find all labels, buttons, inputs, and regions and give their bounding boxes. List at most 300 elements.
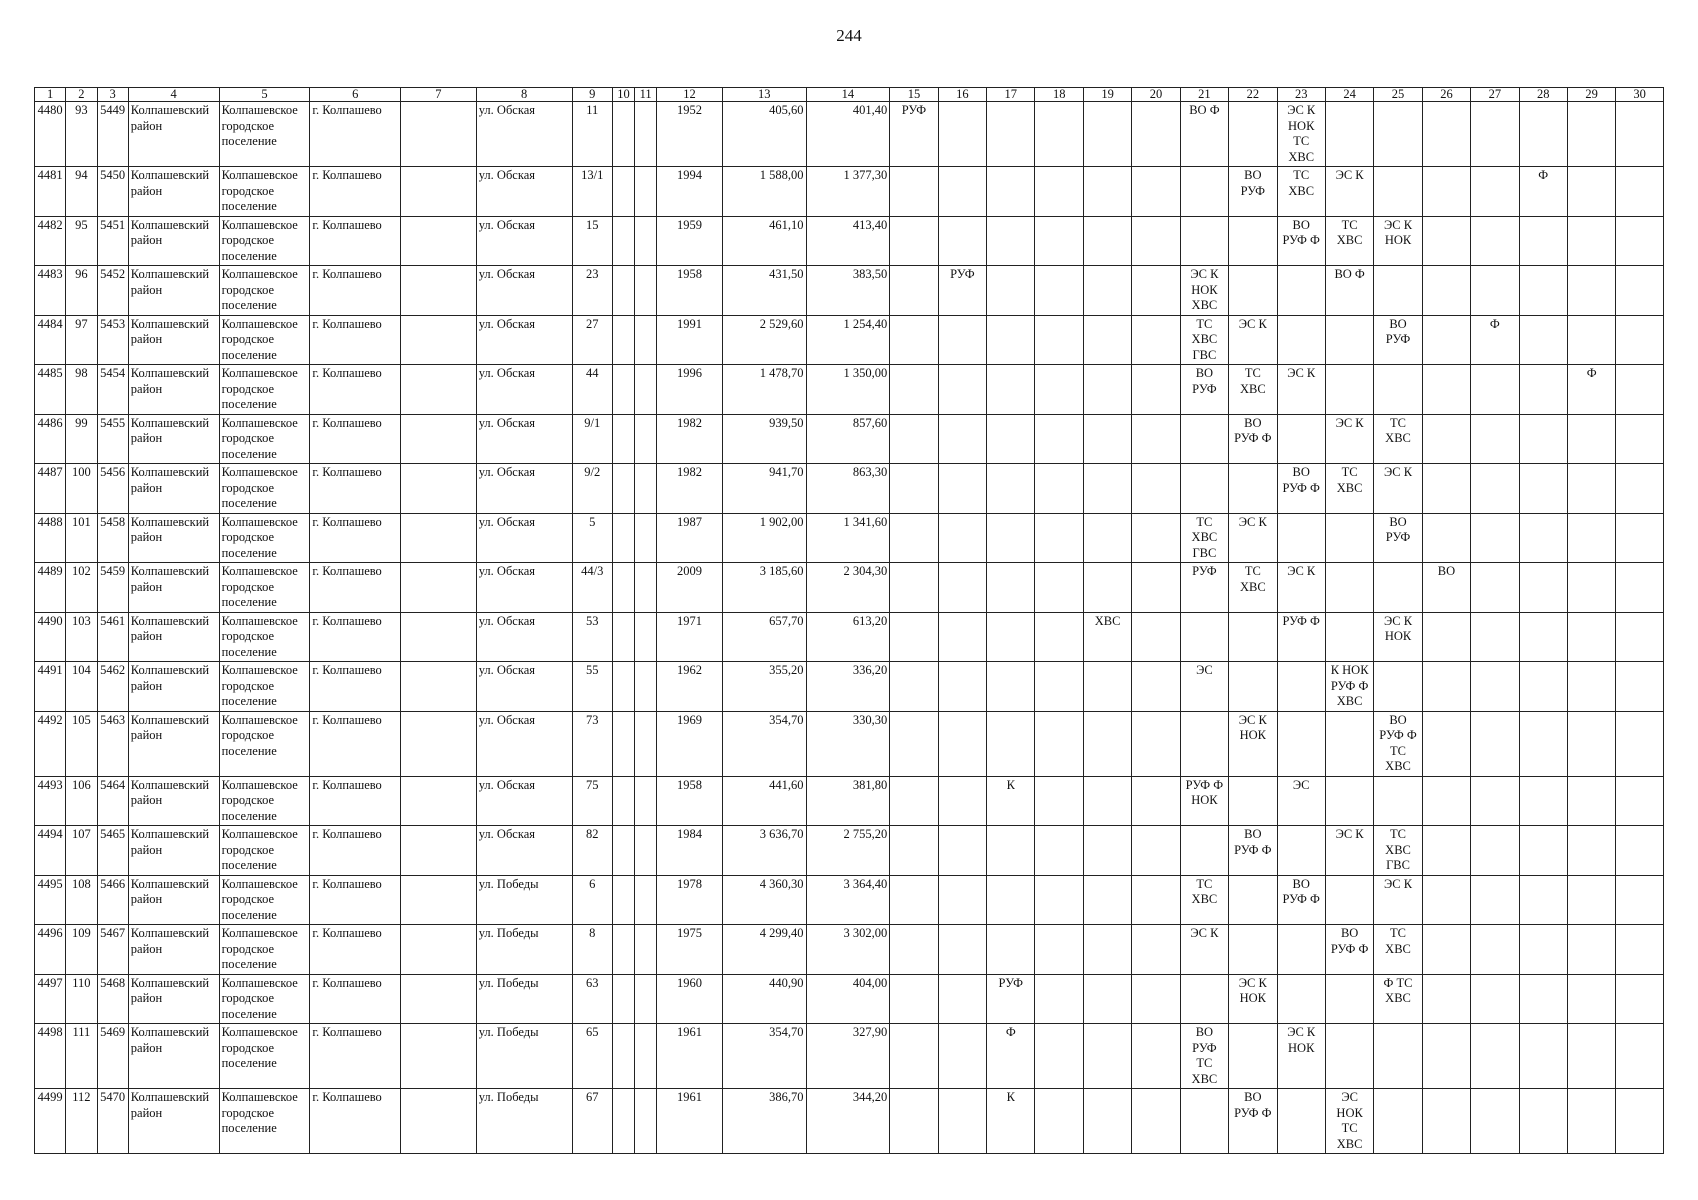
table-cell bbox=[1083, 662, 1131, 712]
column-header: 17 bbox=[987, 88, 1035, 102]
table-row bbox=[35, 776, 1664, 826]
table-row bbox=[35, 1089, 1664, 1154]
table-cell: 1978 bbox=[657, 875, 723, 925]
table-cell bbox=[1132, 875, 1180, 925]
table-cell: ул. Победы bbox=[476, 974, 572, 1024]
table-cell: 1 377,30 bbox=[806, 167, 890, 217]
table-cell: 9/1 bbox=[572, 414, 612, 464]
table-cell bbox=[1567, 563, 1615, 613]
table-cell: 8 bbox=[572, 925, 612, 975]
table-cell bbox=[1277, 315, 1325, 365]
table-cell bbox=[401, 875, 477, 925]
table-cell bbox=[938, 974, 986, 1024]
table-cell bbox=[1083, 875, 1131, 925]
table-cell: 857,60 bbox=[806, 414, 890, 464]
table-row bbox=[35, 662, 1664, 712]
table-cell bbox=[612, 414, 634, 464]
table-cell bbox=[635, 612, 657, 662]
table-cell bbox=[1035, 875, 1083, 925]
table-cell bbox=[1035, 513, 1083, 563]
table-cell: 5469 bbox=[97, 1024, 128, 1089]
table-row bbox=[35, 875, 1664, 925]
table-cell bbox=[635, 711, 657, 776]
table-cell: ТС ХВС ГВС bbox=[1374, 826, 1422, 876]
table-cell: г. Колпашево bbox=[310, 662, 401, 712]
housing-registry-table bbox=[34, 87, 1664, 1154]
table-cell: 5458 bbox=[97, 513, 128, 563]
column-header: 13 bbox=[722, 88, 806, 102]
table-cell bbox=[1325, 1024, 1373, 1089]
table-cell bbox=[1616, 711, 1664, 776]
table-cell bbox=[938, 563, 986, 613]
table-cell bbox=[1471, 1024, 1519, 1089]
table-cell: ВО РУФ Ф bbox=[1229, 826, 1277, 876]
table-cell bbox=[1471, 365, 1519, 415]
table-cell: Колпашевский район bbox=[128, 414, 219, 464]
table-cell: 386,70 bbox=[722, 1089, 806, 1154]
table-cell bbox=[1519, 826, 1567, 876]
table-cell: 1971 bbox=[657, 612, 723, 662]
table-cell bbox=[401, 365, 477, 415]
table-cell bbox=[987, 464, 1035, 514]
table-cell bbox=[987, 216, 1035, 266]
table-cell: 3 185,60 bbox=[722, 563, 806, 613]
table-cell: ул. Обская bbox=[476, 102, 572, 167]
table-cell bbox=[1325, 315, 1373, 365]
table-cell: ТС ХВС bbox=[1374, 414, 1422, 464]
table-cell bbox=[938, 711, 986, 776]
table-cell: 1991 bbox=[657, 315, 723, 365]
table-cell: 330,30 bbox=[806, 711, 890, 776]
table-cell: ЭС К НОК bbox=[1277, 1024, 1325, 1089]
table-cell bbox=[401, 776, 477, 826]
table-cell: 3 636,70 bbox=[722, 826, 806, 876]
table-cell bbox=[612, 1089, 634, 1154]
table-cell bbox=[1422, 464, 1470, 514]
table-cell: ТС ХВС bbox=[1325, 216, 1373, 266]
table-cell bbox=[612, 315, 634, 365]
table-cell: 103 bbox=[66, 612, 97, 662]
table-cell: 1958 bbox=[657, 776, 723, 826]
table-cell: Колпашевский район bbox=[128, 662, 219, 712]
table-cell: 383,50 bbox=[806, 266, 890, 316]
column-header: 14 bbox=[806, 88, 890, 102]
table-cell bbox=[1277, 925, 1325, 975]
table-cell bbox=[1374, 776, 1422, 826]
table-cell: К bbox=[987, 1089, 1035, 1154]
table-cell: 5454 bbox=[97, 365, 128, 415]
table-cell: ВО РУФ Ф bbox=[1277, 875, 1325, 925]
table-cell bbox=[401, 563, 477, 613]
table-cell bbox=[1616, 925, 1664, 975]
table-cell bbox=[1083, 266, 1131, 316]
column-header: 10 bbox=[612, 88, 634, 102]
table-cell bbox=[635, 1024, 657, 1089]
table-cell: г. Колпашево bbox=[310, 925, 401, 975]
table-cell: г. Колпашево bbox=[310, 513, 401, 563]
table-cell: Колпашевское городское поселение bbox=[219, 464, 310, 514]
table-cell bbox=[1035, 365, 1083, 415]
column-header: 2 bbox=[66, 88, 97, 102]
table-cell: 93 bbox=[66, 102, 97, 167]
table-row bbox=[35, 563, 1664, 613]
table-cell bbox=[1325, 612, 1373, 662]
table-cell: 44 bbox=[572, 365, 612, 415]
table-cell bbox=[1519, 464, 1567, 514]
table-cell bbox=[1567, 464, 1615, 514]
table-row bbox=[35, 102, 1664, 167]
table-cell: РУФ bbox=[987, 974, 1035, 1024]
column-header: 27 bbox=[1471, 88, 1519, 102]
table-cell bbox=[612, 563, 634, 613]
column-header: 28 bbox=[1519, 88, 1567, 102]
table-row bbox=[35, 266, 1664, 316]
table-cell bbox=[1277, 513, 1325, 563]
table-cell: ул. Обская bbox=[476, 826, 572, 876]
table-cell: 1962 bbox=[657, 662, 723, 712]
table-row bbox=[35, 414, 1664, 464]
table-cell: 67 bbox=[572, 1089, 612, 1154]
table-cell bbox=[1567, 167, 1615, 217]
table-cell bbox=[1180, 612, 1228, 662]
table-cell bbox=[635, 875, 657, 925]
table-cell: 6 bbox=[572, 875, 612, 925]
table-cell bbox=[938, 315, 986, 365]
table-cell: 5465 bbox=[97, 826, 128, 876]
table-cell bbox=[1471, 266, 1519, 316]
table-cell bbox=[890, 464, 938, 514]
table-cell bbox=[1374, 563, 1422, 613]
table-cell bbox=[1519, 513, 1567, 563]
table-cell: 1961 bbox=[657, 1024, 723, 1089]
table-cell: 2 529,60 bbox=[722, 315, 806, 365]
column-header: 26 bbox=[1422, 88, 1470, 102]
table-cell: 5463 bbox=[97, 711, 128, 776]
table-cell bbox=[1567, 662, 1615, 712]
table-cell bbox=[1567, 315, 1615, 365]
table-cell bbox=[1471, 925, 1519, 975]
table-cell bbox=[1083, 711, 1131, 776]
table-cell bbox=[1519, 266, 1567, 316]
table-row bbox=[35, 315, 1664, 365]
table-cell: 404,00 bbox=[806, 974, 890, 1024]
table-cell: 1952 bbox=[657, 102, 723, 167]
table-cell: 101 bbox=[66, 513, 97, 563]
table-cell: 4488 bbox=[35, 513, 66, 563]
table-cell: 2 304,30 bbox=[806, 563, 890, 613]
table-cell: ЭС К bbox=[1277, 563, 1325, 613]
table-cell bbox=[612, 1024, 634, 1089]
table-cell: ул. Обская bbox=[476, 216, 572, 266]
table-cell: 4483 bbox=[35, 266, 66, 316]
table-cell bbox=[635, 102, 657, 167]
table-cell bbox=[1180, 711, 1228, 776]
table-cell: 4485 bbox=[35, 365, 66, 415]
table-cell: Ф bbox=[987, 1024, 1035, 1089]
table-cell: ЭС bbox=[1180, 662, 1228, 712]
table-cell bbox=[987, 925, 1035, 975]
table-cell: 5449 bbox=[97, 102, 128, 167]
table-cell bbox=[635, 662, 657, 712]
table-cell bbox=[1519, 563, 1567, 613]
table-cell bbox=[1616, 464, 1664, 514]
table-cell bbox=[938, 1089, 986, 1154]
table-cell: ул. Обская bbox=[476, 563, 572, 613]
table-cell: 1 478,70 bbox=[722, 365, 806, 415]
table-cell bbox=[1616, 974, 1664, 1024]
table-cell bbox=[401, 513, 477, 563]
table-cell: ЭС К bbox=[1229, 315, 1277, 365]
table-cell bbox=[1422, 1024, 1470, 1089]
table-cell bbox=[1083, 974, 1131, 1024]
table-cell bbox=[890, 266, 938, 316]
table-cell: ЭС К bbox=[1374, 464, 1422, 514]
table-cell bbox=[1132, 662, 1180, 712]
table-cell: 405,60 bbox=[722, 102, 806, 167]
table-row bbox=[35, 216, 1664, 266]
table-cell: 55 bbox=[572, 662, 612, 712]
table-cell bbox=[1567, 1024, 1615, 1089]
table-cell: ул. Победы bbox=[476, 925, 572, 975]
table-cell: ул. Обская bbox=[476, 167, 572, 217]
table-cell bbox=[612, 662, 634, 712]
table-cell: 105 bbox=[66, 711, 97, 776]
table-cell bbox=[1035, 612, 1083, 662]
table-cell bbox=[635, 1089, 657, 1154]
table-cell bbox=[890, 563, 938, 613]
table-cell bbox=[1277, 1089, 1325, 1154]
table-cell bbox=[401, 315, 477, 365]
table-cell bbox=[987, 167, 1035, 217]
table-cell: г. Колпашево bbox=[310, 826, 401, 876]
table-cell bbox=[1616, 826, 1664, 876]
table-cell: 941,70 bbox=[722, 464, 806, 514]
table-cell bbox=[401, 167, 477, 217]
table-cell bbox=[1325, 776, 1373, 826]
table-cell: ВО Ф bbox=[1325, 266, 1373, 316]
table-cell: Колпашевский район bbox=[128, 974, 219, 1024]
table-cell: г. Колпашево bbox=[310, 711, 401, 776]
table-cell bbox=[1422, 776, 1470, 826]
table-cell bbox=[1132, 1024, 1180, 1089]
table-row bbox=[35, 365, 1664, 415]
table-cell: г. Колпашево bbox=[310, 974, 401, 1024]
table-cell bbox=[1519, 925, 1567, 975]
table-cell bbox=[1035, 167, 1083, 217]
table-cell bbox=[1567, 266, 1615, 316]
table-cell: 5461 bbox=[97, 612, 128, 662]
table-cell: г. Колпашево bbox=[310, 563, 401, 613]
table-cell: ЭС К bbox=[1229, 513, 1277, 563]
table-cell: Колпашевское городское поселение bbox=[219, 315, 310, 365]
table-cell: 441,60 bbox=[722, 776, 806, 826]
table-cell bbox=[1567, 102, 1615, 167]
table-cell bbox=[987, 612, 1035, 662]
table-cell bbox=[401, 414, 477, 464]
table-cell bbox=[1325, 102, 1373, 167]
table-cell: ТС ХВС bbox=[1325, 464, 1373, 514]
table-cell bbox=[1035, 776, 1083, 826]
table-cell bbox=[1132, 711, 1180, 776]
table-cell bbox=[938, 875, 986, 925]
table-cell bbox=[1519, 1089, 1567, 1154]
table-cell bbox=[1519, 315, 1567, 365]
table-cell: 1982 bbox=[657, 414, 723, 464]
table-cell bbox=[635, 365, 657, 415]
table-cell bbox=[1422, 711, 1470, 776]
table-cell bbox=[1277, 974, 1325, 1024]
table-cell: г. Колпашево bbox=[310, 216, 401, 266]
table-cell bbox=[1083, 925, 1131, 975]
table-cell: Колпашевский район bbox=[128, 216, 219, 266]
table-cell bbox=[1083, 776, 1131, 826]
table-cell bbox=[1471, 612, 1519, 662]
table-cell: Колпашевский район bbox=[128, 167, 219, 217]
table-cell bbox=[1422, 216, 1470, 266]
table-cell bbox=[612, 974, 634, 1024]
table-cell bbox=[1422, 925, 1470, 975]
column-header: 3 bbox=[97, 88, 128, 102]
column-header: 30 bbox=[1616, 88, 1664, 102]
table-cell bbox=[1325, 365, 1373, 415]
table-cell: Колпашевское городское поселение bbox=[219, 974, 310, 1024]
table-cell: 4491 bbox=[35, 662, 66, 712]
column-header: 24 bbox=[1325, 88, 1373, 102]
column-header: 15 bbox=[890, 88, 938, 102]
table-cell: ВО РУФ Ф bbox=[1277, 464, 1325, 514]
table-cell: 102 bbox=[66, 563, 97, 613]
table-cell: 354,70 bbox=[722, 1024, 806, 1089]
table-cell bbox=[1567, 216, 1615, 266]
table-cell bbox=[635, 826, 657, 876]
table-cell: 5452 bbox=[97, 266, 128, 316]
table-cell bbox=[1567, 414, 1615, 464]
column-header: 1 bbox=[35, 88, 66, 102]
table-cell: 4495 bbox=[35, 875, 66, 925]
table-row bbox=[35, 1024, 1664, 1089]
table-cell: ТС ХВС bbox=[1374, 925, 1422, 975]
table-cell: РУФ Ф bbox=[1277, 612, 1325, 662]
column-header: 4 bbox=[128, 88, 219, 102]
table-cell: К НОК РУФ Ф ХВС bbox=[1325, 662, 1373, 712]
table-cell bbox=[1035, 974, 1083, 1024]
table-cell: Колпашевское городское поселение bbox=[219, 1024, 310, 1089]
table-cell bbox=[612, 513, 634, 563]
table-cell: ЭС К bbox=[1325, 414, 1373, 464]
table-cell bbox=[938, 365, 986, 415]
table-cell bbox=[1277, 414, 1325, 464]
table-cell: 5462 bbox=[97, 662, 128, 712]
table-cell bbox=[1132, 776, 1180, 826]
table-cell bbox=[1035, 925, 1083, 975]
table-cell bbox=[612, 266, 634, 316]
table-cell: г. Колпашево bbox=[310, 365, 401, 415]
table-cell bbox=[612, 365, 634, 415]
table-cell bbox=[1567, 925, 1615, 975]
table-cell: 4487 bbox=[35, 464, 66, 514]
table-cell bbox=[1132, 464, 1180, 514]
table-cell bbox=[1471, 711, 1519, 776]
table-cell: 4480 bbox=[35, 102, 66, 167]
table-cell bbox=[1519, 776, 1567, 826]
page-number: 244 bbox=[836, 26, 862, 45]
table-cell: Колпашевское городское поселение bbox=[219, 365, 310, 415]
table-cell: 4494 bbox=[35, 826, 66, 876]
table-cell: 1 341,60 bbox=[806, 513, 890, 563]
table-cell bbox=[635, 513, 657, 563]
table-cell bbox=[1422, 1089, 1470, 1154]
table-cell bbox=[1083, 1024, 1131, 1089]
table-cell bbox=[1567, 974, 1615, 1024]
table-cell bbox=[1035, 464, 1083, 514]
table-cell: г. Колпашево bbox=[310, 1089, 401, 1154]
table-cell: 94 bbox=[66, 167, 97, 217]
table-cell bbox=[1132, 1089, 1180, 1154]
table-cell: ЭС К bbox=[1325, 167, 1373, 217]
table-cell: 53 bbox=[572, 612, 612, 662]
table-cell bbox=[987, 826, 1035, 876]
table-cell bbox=[1471, 662, 1519, 712]
table-cell bbox=[1229, 875, 1277, 925]
table-cell bbox=[1229, 925, 1277, 975]
table-cell: 4490 bbox=[35, 612, 66, 662]
table-cell: 5450 bbox=[97, 167, 128, 217]
table-cell: 1987 bbox=[657, 513, 723, 563]
table-cell bbox=[401, 711, 477, 776]
table-cell: ЭС К bbox=[1325, 826, 1373, 876]
table-cell: ТС ХВС bbox=[1180, 875, 1228, 925]
table-cell: ВО РУФ bbox=[1229, 167, 1277, 217]
table-cell bbox=[1422, 266, 1470, 316]
table-cell: РУФ bbox=[938, 266, 986, 316]
table-cell bbox=[938, 414, 986, 464]
table-cell: 5468 bbox=[97, 974, 128, 1024]
table-cell bbox=[1229, 776, 1277, 826]
table-cell: 461,10 bbox=[722, 216, 806, 266]
table-cell: 15 bbox=[572, 216, 612, 266]
column-header: 7 bbox=[401, 88, 477, 102]
table-cell bbox=[1083, 513, 1131, 563]
table-cell: 1 902,00 bbox=[722, 513, 806, 563]
table-cell bbox=[1616, 315, 1664, 365]
table-cell bbox=[1471, 776, 1519, 826]
table-cell bbox=[1616, 414, 1664, 464]
table-row bbox=[35, 974, 1664, 1024]
table-cell bbox=[1083, 167, 1131, 217]
table-cell bbox=[1035, 266, 1083, 316]
table-cell bbox=[1083, 102, 1131, 167]
table-cell: 104 bbox=[66, 662, 97, 712]
table-cell: ул. Обская bbox=[476, 464, 572, 514]
table-cell bbox=[612, 102, 634, 167]
table-cell: ВО РУФ bbox=[1374, 513, 1422, 563]
table-cell: Ф bbox=[1567, 365, 1615, 415]
table-cell bbox=[635, 216, 657, 266]
table-cell: ТС ХВС bbox=[1229, 365, 1277, 415]
table-cell: 5466 bbox=[97, 875, 128, 925]
table-cell: г. Колпашево bbox=[310, 315, 401, 365]
table-cell: ТС ХВС bbox=[1229, 563, 1277, 613]
table-cell bbox=[1374, 167, 1422, 217]
table-cell bbox=[890, 776, 938, 826]
table-cell: Колпашевский район bbox=[128, 711, 219, 776]
table-cell bbox=[635, 464, 657, 514]
table-cell bbox=[1567, 1089, 1615, 1154]
table-cell: 431,50 bbox=[722, 266, 806, 316]
table-cell bbox=[1132, 102, 1180, 167]
column-header: 20 bbox=[1132, 88, 1180, 102]
table-cell bbox=[1567, 513, 1615, 563]
